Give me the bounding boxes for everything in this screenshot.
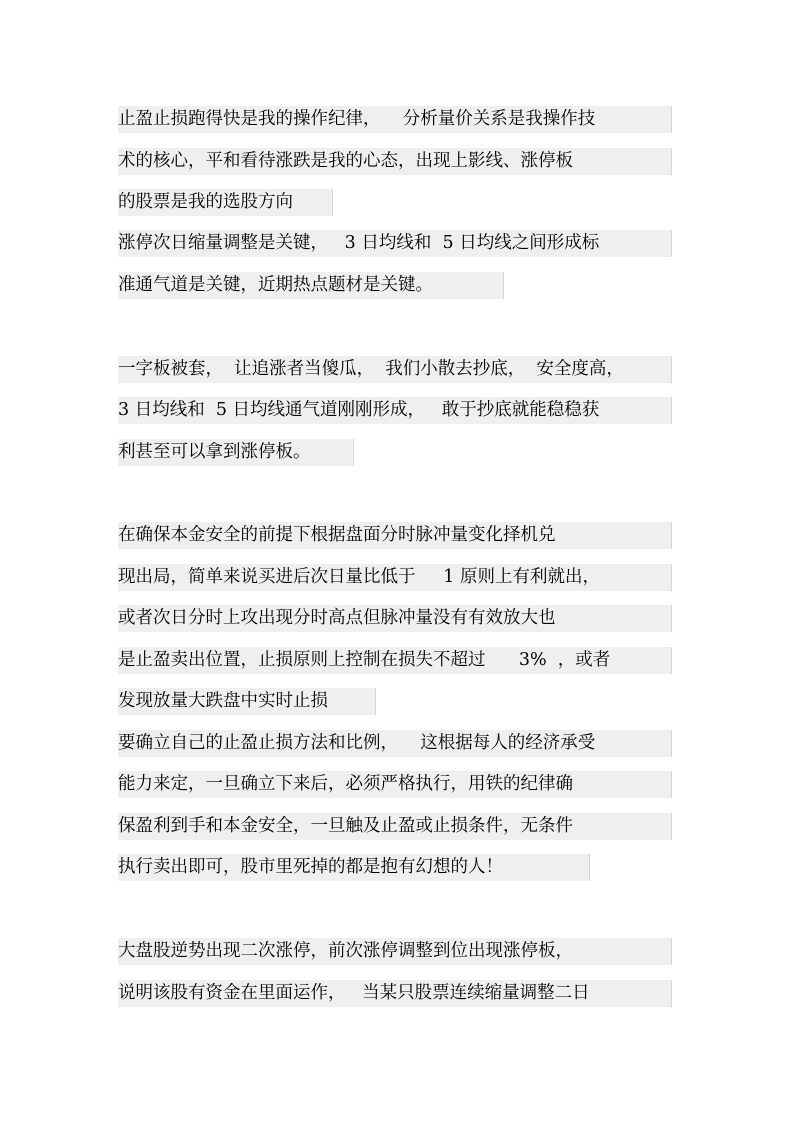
text-line: 的股票是我的选股方向	[118, 189, 333, 216]
text-line: 要确立自己的止盈止损方法和比例， 这根据每人的经济承受	[118, 730, 672, 757]
text-line: 涨停次日缩量调整是关键， 3 日均线和 5 日均线之间形成标	[118, 230, 672, 257]
text-line: 止盈止损跑得快是我的操作纪律， 分析量价关系是我操作技	[118, 106, 672, 133]
text-line: 是止盈卖出位置，止损原则上控制在损失不超过 3% ，或者	[118, 647, 672, 674]
text-line: 保盈利到手和本金安全，一旦触及止盈或止损条件，无条件	[118, 813, 672, 840]
text-line: 说明该股有资金在里面运作， 当某只股票连续缩量调整二日	[118, 980, 672, 1007]
text-line: 大盘股逆势出现二次涨停，前次涨停调整到位出现涨停板，	[118, 938, 672, 965]
text-line: 准通气道是关键，近期热点题材是关键。	[118, 272, 504, 299]
text-line: 或者次日分时上攻出现分时高点但脉冲量没有有效放大也	[118, 605, 672, 632]
text-line: 利甚至可以拿到涨停板。	[118, 439, 354, 466]
text-line: 执行卖出即可，股市里死掉的都是抱有幻想的人！	[118, 854, 590, 881]
text-line: 一字板被套， 让追涨者当傻瓜， 我们小散去抄底， 安全度高，	[118, 356, 672, 383]
text-line: 发现放量大跌盘中实时止损	[118, 688, 376, 715]
text-line: 能力来定，一旦确立下来后，必须严格执行，用铁的纪律确	[118, 771, 672, 798]
text-line: 术的核心，平和看待涨跌是我的心态，出现上影线、涨停板	[118, 148, 672, 175]
text-line: 现出局，简单来说买进后次日量比低于 1 原则上有利就出，	[118, 564, 672, 591]
text-line: 在确保本金安全的前提下根据盘面分时脉冲量变化择机兑	[118, 522, 672, 549]
text-line: 3 日均线和 5 日均线通气道刚刚形成， 敢于抄底就能稳稳获	[118, 397, 672, 424]
